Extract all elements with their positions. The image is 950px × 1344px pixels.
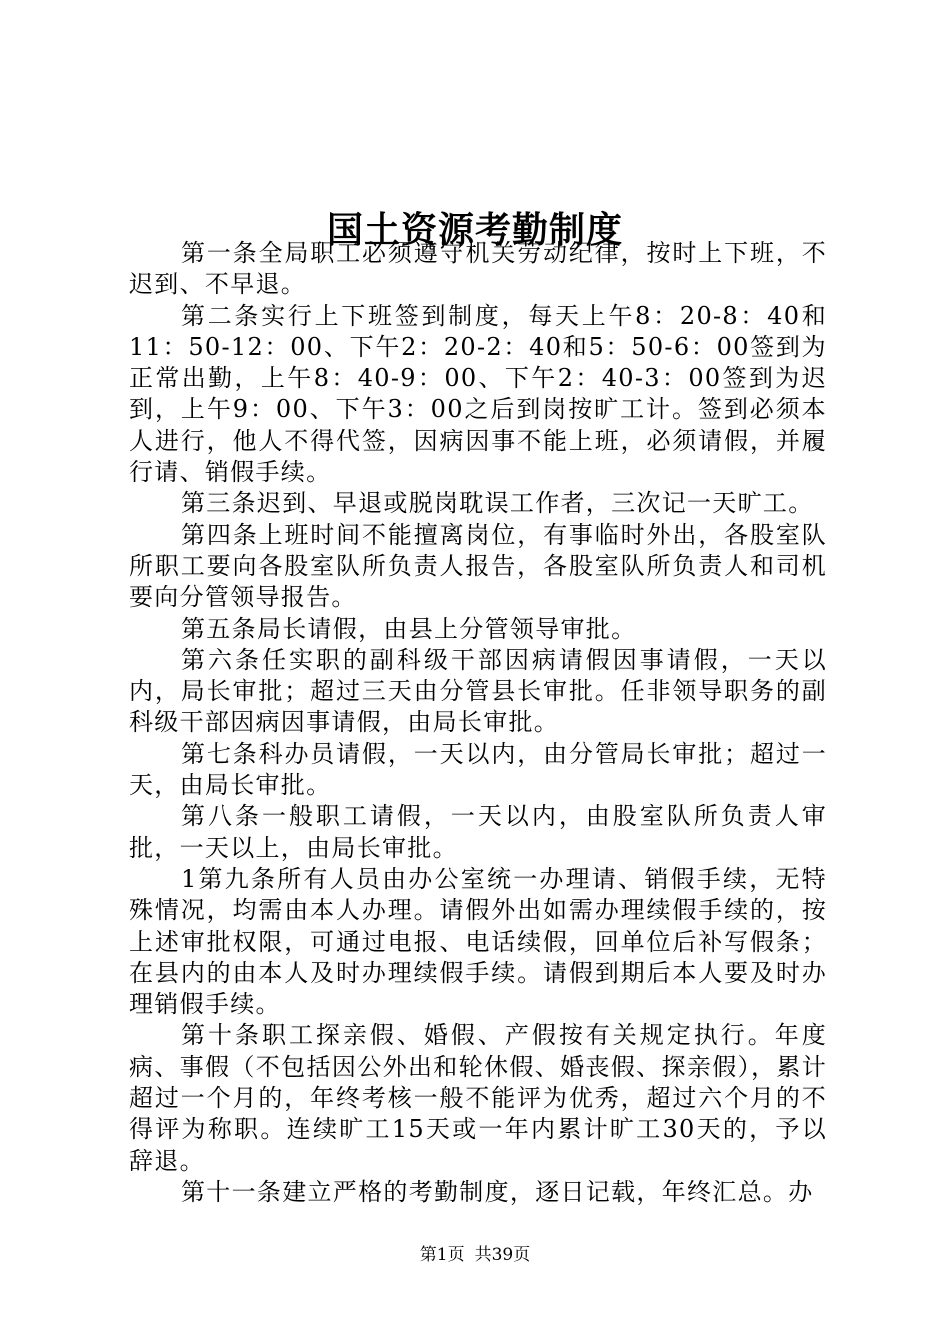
page-total: 共39页 <box>474 1245 531 1265</box>
article-8-paragraph: 第八条一般职工请假，一天以内，由股室队所负责人审批，一天以上，由局长审批。 <box>129 802 827 862</box>
page-number: 第1页 <box>419 1245 465 1265</box>
article-1-paragraph: 第一条全局职工必须遵守机关劳动纪律，按时上下班，不迟到、不早退。 <box>129 239 827 299</box>
article-2-paragraph: 第二条实行上下班签到制度，每天上午8：20-8：40和11：50-12：00、下午2：20-2：40和5：50-6：00签到为正常出勤，上午8：40-9：00、下午2：40-3：00签到为迟到，上午9：00、下午3：00之后到岗按旷工计。签到必须本人进行，他人不得代签，因病因事不能上班，必须请假，并履行请、销假手续。 <box>129 301 827 487</box>
article-4-paragraph: 第四条上班时间不能擅离岗位，有事临时外出，各股室队所职工要向各股室队所负责人报告，各股室队所负责人和司机要向分管领导报告。 <box>129 520 827 612</box>
article-3-paragraph: 第三条迟到、早退或脱岗耽误工作者，三次记一天旷工。 <box>181 489 814 518</box>
document-body <box>129 238 827 1208</box>
page-footer <box>0 1244 950 1266</box>
article-7-paragraph: 第七条科办员请假，一天以内，由分管局长审批；超过一天，由局长审批。 <box>129 739 827 800</box>
article-6-paragraph: 第六条任实职的副科级干部因病请假因事请假，一天以内，局长审批；超过三天由分管县长审批。任非领导职务的副科级干部因病因事请假，由局长审批。 <box>129 645 827 737</box>
article-9-paragraph: 1第九条所有人员由办公室统一办理请、销假手续，无特殊情况，均需由本人办理。请假外出如需办理续假手续的，按上述审批权限，可通过电报、电话续假，回单位后补写假条；在县内的由本人及时办理续假手续。请假到期后本人要及时办理销假手续。 <box>129 864 827 1019</box>
article-11-paragraph: 第十一条建立严格的考勤制度，逐日记载，年终汇总。办 <box>181 1177 814 1206</box>
article-10-paragraph: 第十条职工探亲假、婚假、产假按有关规定执行。年度病、事假（不包括因公外出和轮休假、婚丧假、探亲假），累计超过一个月的，年终考核一般不能评为优秀，超过六个月的不得评为称职。连续旷工15天或一年内累计旷工30天的，予以辞退。 <box>129 1021 827 1175</box>
article-5-paragraph: 第五条局长请假，由县上分管领导审批。 <box>181 614 637 643</box>
document-title: 国土资源考勤制度 <box>326 210 623 252</box>
